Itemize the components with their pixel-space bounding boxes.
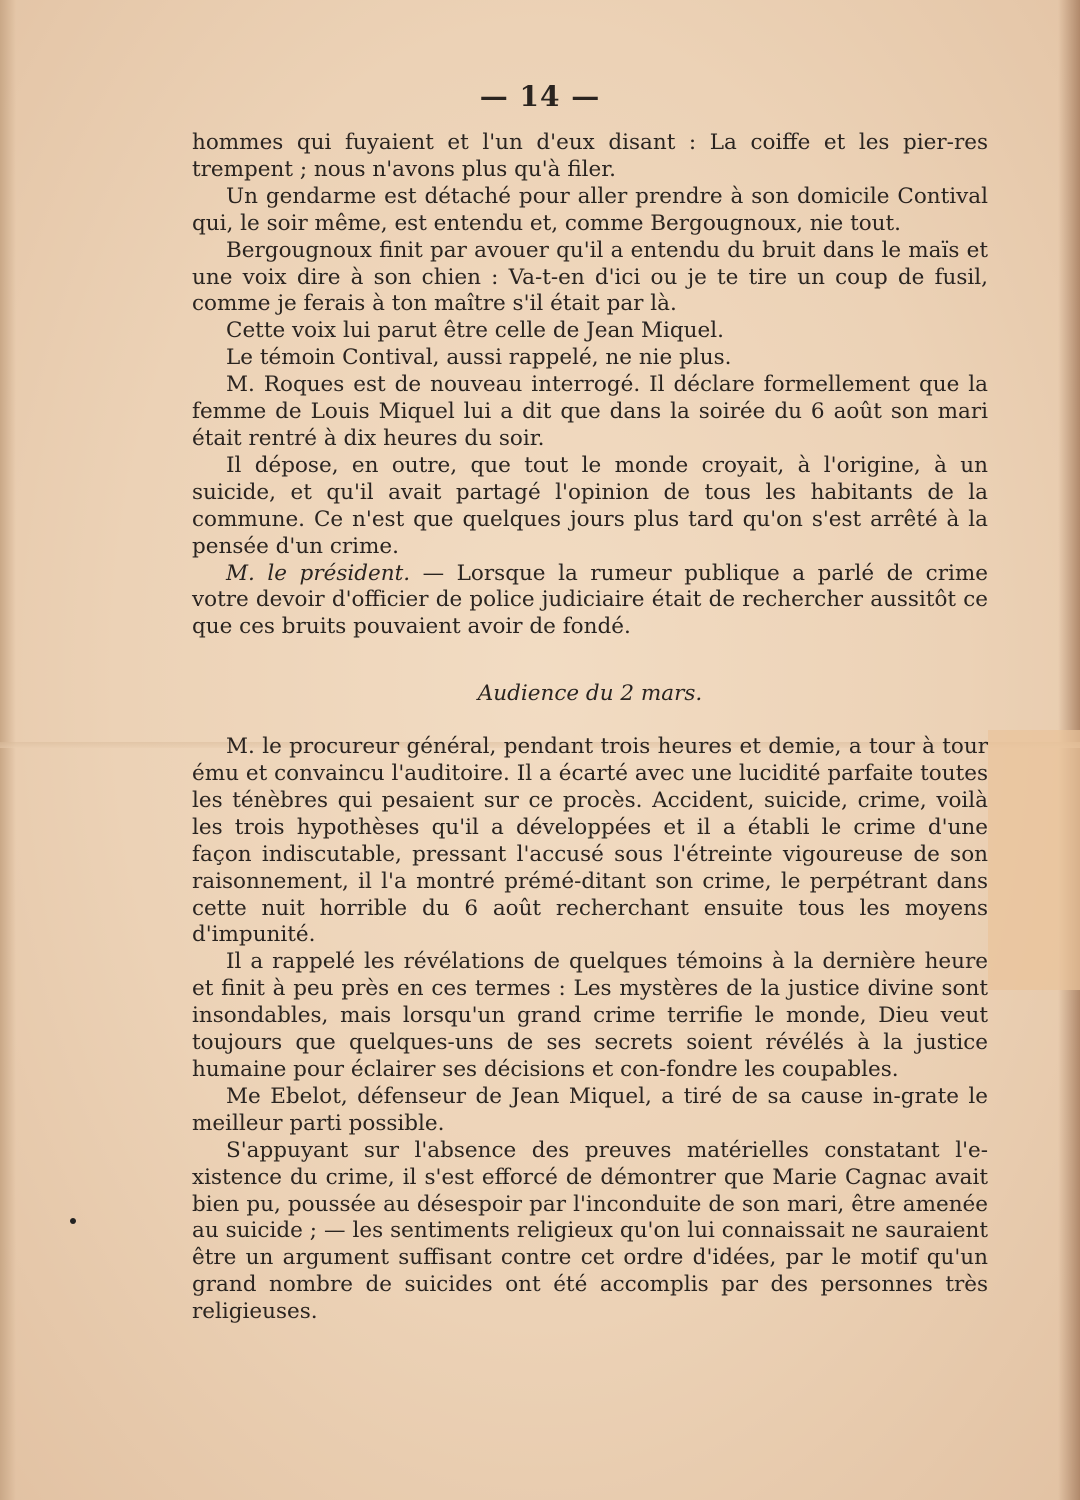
paragraph: Un gendarme est détaché pour aller prendre à son domicile Contival qui, le soir même, est entendu et, comme Bergougnoux, nie tout. [192,183,988,236]
paper-discoloration [988,730,1080,990]
page-number: — 14 — [479,80,601,113]
speaker-label: M. le président. [226,560,411,586]
paragraph: M. Roques est de nouveau interrogé. Il déclare formellement que la femme de Louis Miquel lui a dit que dans la soirée du 6 août son mari était rentré à dix heures du soir. [192,372,988,451]
paragraph: Le témoin Contival, aussi rappelé, ne nie plus. [226,345,732,371]
speaker-text: — Lorsque la rumeur publique a parlé de crime votre devoir d'officier de police judiciaire était de rechercher aussitôt ce que ces bruits pouvaient avoir de fondé. [192,560,988,640]
paragraph: hommes qui fuyaient et l'un d'eux disant : La coiffe et les pier-res trempent ; nous n'avons plus qu'à filer. [192,130,988,182]
section-heading: Audience du 2 mars. [477,681,703,707]
paragraph: Il a rappelé les révélations de quelques témoins à la dernière heure et finit à peu près en ces termes : Les mystères de la justice divine sont insondables, mais lorsqu'un grand crime terrifie le monde, Dieu veut toujours que quelques-uns de ses secrets soient révélés à la justice humaine pour éclairer ses décisions et con-fondre les coupables. [192,949,988,1082]
paragraph: Me Ebelot, défenseur de Jean Miquel, a tiré de sa cause in-grate le meilleur parti possible. [192,1083,988,1136]
page-left-edge-shadow [0,0,16,1500]
paragraph: S'appuyant sur l'absence des preuves matérielles constatant l'e-xistence du crime, il s'est efforcé de démontrer que Marie Cagnac avait bien pu, poussée au désespoir par l'inconduite de son mari, être amenée au suicide ; — les sentiments religieux qu'on lui connaissait ne sauraient être un argument suffisant contre cet ordre d'idées, par le motif qu'un grand nombre de suicides ont été accomplis par des personnes très religieuses. [192,1137,988,1325]
body-text [192,130,988,1326]
president-paragraph [192,561,988,642]
ink-speck [70,1218,76,1224]
paragraph: M. le procureur général, pendant trois heures et demie, a tour à tour ému et convaincu l'auditoire. Il a écarté avec une lucidité parfaite toutes les ténèbres qui pesaient sur ce procès. Accident, suicide, crime, voilà les trois hypothèses qu'il a développées et il a établi le crime d'une façon indiscutable, pressant l'accusé sous l'étreinte vigoureuse de son raisonnement, il l'a montré prémé-ditant son crime, le perpétrant dans cette nuit horrible du 6 août recherchant ensuite tous les moyens d'impunité. [192,734,988,948]
paragraph: Bergougnoux finit par avouer qu'il a entendu du bruit dans le maïs et une voix dire à son chien : Va-t-en d'ici ou je te tire un coup de fusil, comme je ferais à ton maître s'il était par là. [192,237,988,317]
paragraph: Il dépose, en outre, que tout le monde croyait, à l'origine, à un suicide, et qu'il avait partagé l'opinion de tous les habitants de la commune. Ce n'est que quelques jours plus tard qu'on s'est arrêté à la pensée d'un crime. [192,452,988,559]
paragraph: Cette voix lui parut être celle de Jean Miquel. [226,318,724,344]
